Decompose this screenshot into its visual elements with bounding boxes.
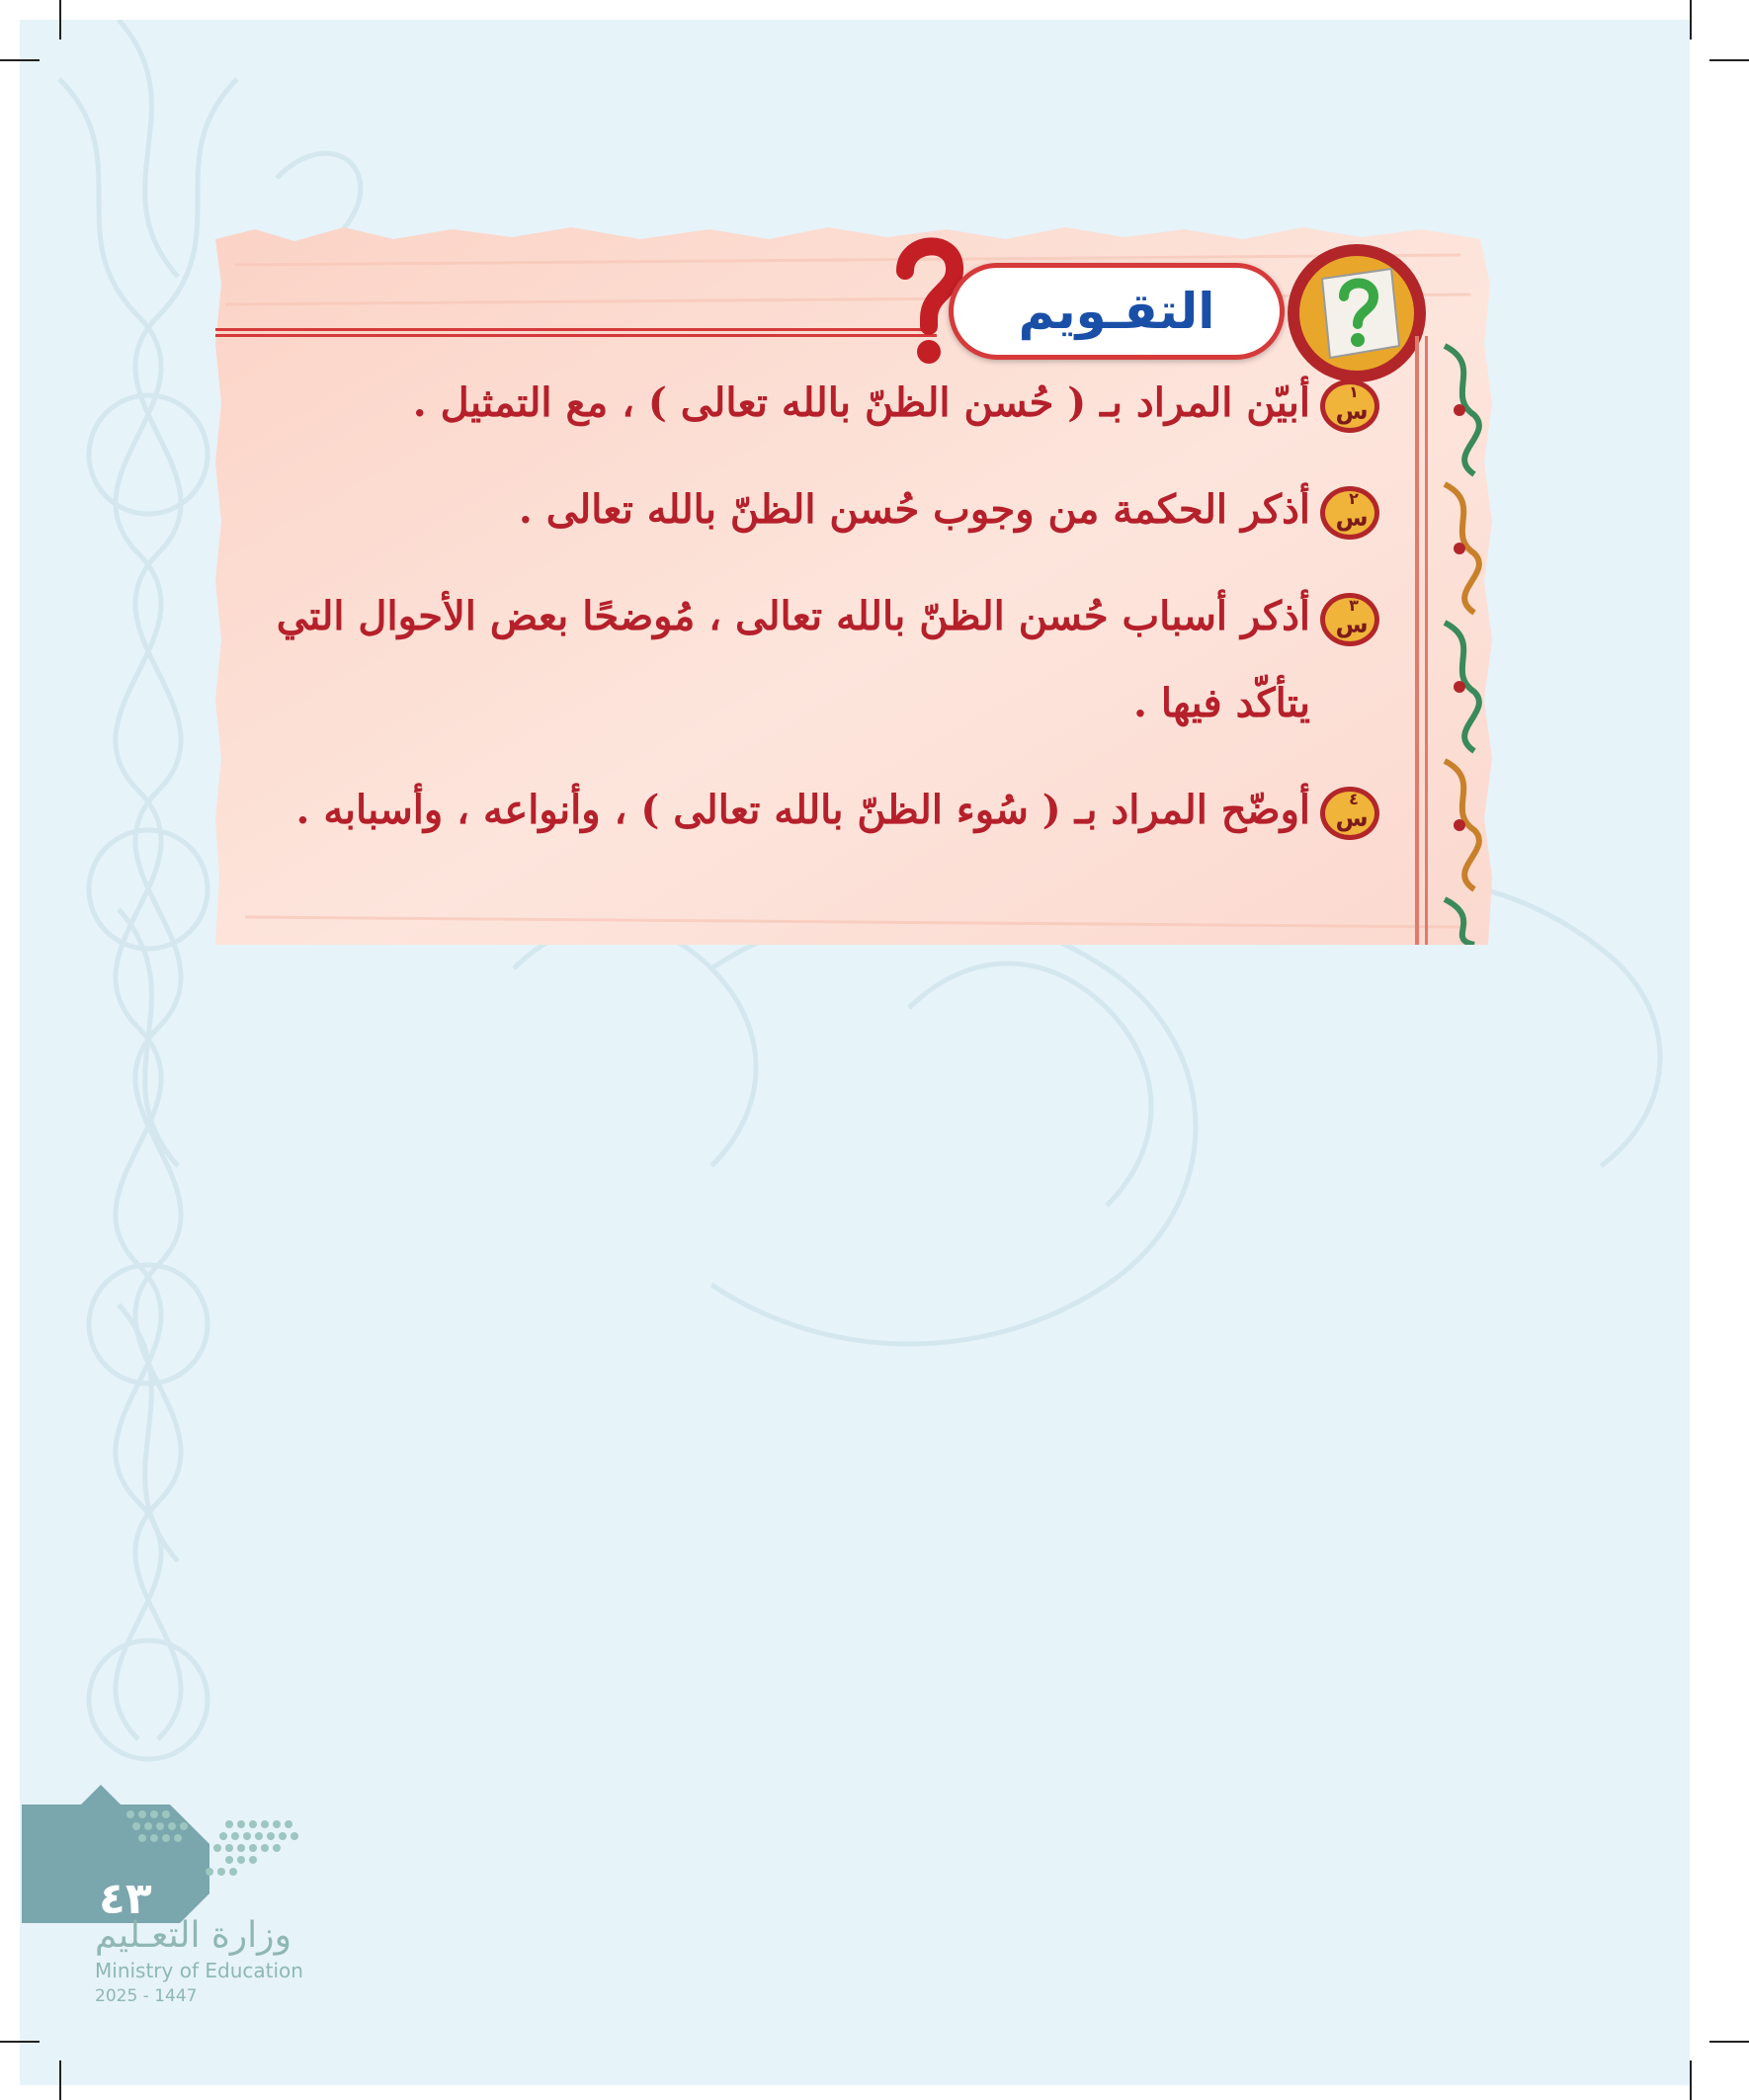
badge-letter: س	[1335, 804, 1369, 832]
badge-letter: س	[1335, 611, 1369, 638]
crop-mark	[59, 2060, 61, 2100]
question-item	[215, 781, 1381, 854]
question-number-badge-icon	[1318, 785, 1381, 842]
badge-letter: س	[1335, 397, 1369, 425]
page-number: ٤٣	[99, 1874, 152, 1924]
badge-number: ٣	[1349, 596, 1359, 615]
ministry-name-arabic: وزارة التعـليم	[95, 1915, 292, 1956]
section-title: التقـويم	[1018, 283, 1215, 340]
crop-mark	[0, 2041, 40, 2043]
badge-letter: س	[1335, 504, 1369, 532]
crop-mark	[59, 0, 61, 40]
question-item	[215, 374, 1381, 447]
badge-number: ٤	[1349, 790, 1359, 808]
title-underline	[215, 328, 937, 338]
question-text: أبيّن المراد بـ ( حُسن الظنّ بالله تعالى ) ، مع التمثيل .	[412, 379, 1310, 426]
question-item	[215, 587, 1381, 747]
crop-mark	[1690, 0, 1692, 40]
crop-mark	[1690, 2060, 1692, 2100]
badge-number: ٢	[1349, 489, 1359, 508]
crop-mark	[0, 59, 40, 61]
badge-number: ١	[1349, 382, 1359, 401]
question-number-badge-icon	[1318, 378, 1381, 435]
edition-year: 2025 - 1447	[95, 1986, 198, 2006]
question-number-badge-icon	[1318, 591, 1381, 648]
crop-mark	[1709, 59, 1749, 61]
question-text: أذكر أسباب حُسن الظنّ بالله تعالى ، مُوضحًا بعض الأحوال التي يتأكّد فيها .	[276, 593, 1310, 726]
question-list	[215, 374, 1381, 887]
question-text: أوضّح المراد بـ ( سُوء الظنّ بالله تعالى ) ، وأنواعه ، وأسبابه .	[295, 787, 1310, 833]
section-title-pill	[949, 263, 1285, 360]
ministry-name-english: Ministry of Education	[95, 1959, 303, 1982]
ornamental-side-border	[1405, 336, 1494, 945]
question-number-badge-icon	[1318, 484, 1381, 542]
crop-mark	[1709, 2041, 1749, 2043]
evaluation-panel	[215, 225, 1494, 945]
question-item	[215, 480, 1381, 553]
question-text: أذكر الحكمة من وجوب حُسن الظنّ بالله تعالى .	[518, 486, 1310, 533]
